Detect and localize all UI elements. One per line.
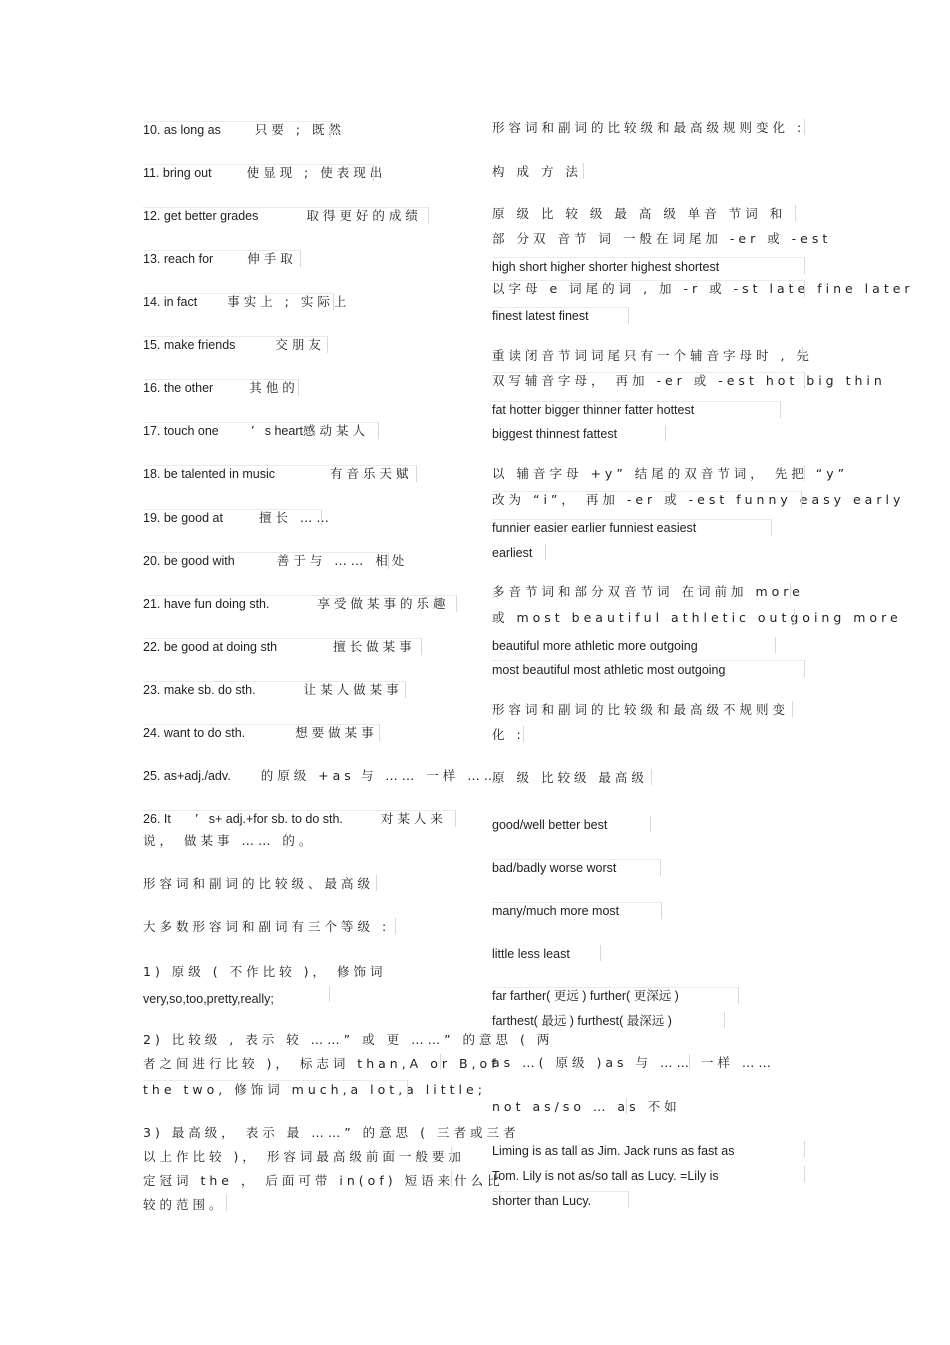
phrase-en: 24. want to do sth.: [143, 726, 246, 740]
phrase-item: [143, 251, 297, 267]
example-sentence: shorter than Lucy.: [492, 1194, 592, 1208]
degree-comparative-2: 者之间进行比较 )， 标志词 than,A or B,of: [143, 1056, 500, 1071]
rule-line: earliest: [492, 546, 533, 560]
phrase-item: [143, 294, 350, 310]
phrase-en-2: s heart: [264, 424, 303, 438]
irregular-heading-2: 化 :: [492, 727, 525, 742]
phrase-item: [143, 380, 299, 396]
phrase-en: 11. bring out: [143, 166, 212, 180]
phrase-zh: 让某人做某事: [303, 682, 403, 697]
phrase-item: [143, 596, 450, 612]
degree-comparative-3: the two, 修饰词 much,a lot,a little;: [143, 1082, 486, 1097]
rule-line: 双写辅音字母， 再加 -er 或 -est hot big thin: [492, 373, 886, 388]
rule-line: 多音节词和部分双音节词 在词前加 more: [492, 584, 804, 599]
rule-line: high short higher shorter highest shortest: [492, 260, 720, 274]
section-heading: 形容词和副词的比较级、最高级: [143, 876, 375, 891]
phrase-en-2: s+ adj.+for sb. to do sth.: [208, 812, 343, 826]
phrase-en: 26. It: [143, 812, 171, 826]
phrase-zh: 事实上 ; 实际上: [227, 294, 351, 309]
phrase-zh: 取得更好的成绩: [306, 208, 422, 223]
apostrophe: ’: [194, 811, 199, 826]
irregular-row: bad/badly worse worst: [492, 861, 617, 875]
degree-positive-examples: very,so,too,pretty,really;: [143, 992, 274, 1006]
degree-superlative-4: 较的范围。: [143, 1197, 226, 1212]
phrase-en: 16. the other: [143, 381, 214, 395]
degree-superlative-2: 以上作比较 )， 形容词最高级前面一般要加: [143, 1149, 465, 1164]
phrase-en: 19. be good at: [143, 511, 223, 525]
phrase-item: [143, 423, 369, 439]
rule-line: 以字母 e 词尾的词 , 加 -r 或 -st late fine later: [492, 281, 914, 296]
phrase-zh: 使显现 ; 使表现出: [246, 165, 387, 180]
phrase-item: [143, 466, 413, 482]
rule-line: 原 级 比 较 级 最 高 级 单音 节词 和: [492, 206, 787, 221]
phrase-item: [143, 510, 333, 526]
phrase-item: [143, 165, 386, 181]
phrase-zh: 感动某人: [302, 423, 369, 438]
degree-positive: 1) 原级 ( 不作比较 )， 修饰词: [143, 964, 387, 979]
phrase-item: [143, 337, 325, 353]
irregular-row: farthest( 最远 ) furthest( 最深远 ): [492, 1014, 672, 1028]
phrase-en: 18. be talented in music: [143, 467, 276, 481]
rule-line: 或 most beautiful athletic outgoing more: [492, 610, 902, 625]
irregular-header: 原 级 比较级 最高级: [492, 770, 648, 785]
rule-line: beautiful more athletic more outgoing: [492, 639, 698, 653]
example-sentence: Tom. Lily is not as/so tall as Lucy. =Lily is: [492, 1169, 719, 1183]
method-heading: 构 成 方 法: [492, 164, 582, 179]
phrase-zh-2: 与 …… 一样 ……: [360, 768, 501, 783]
phrase-item: [143, 682, 403, 698]
phrase-en: 10. as long as: [143, 123, 221, 137]
phrase-en: 13. reach for: [143, 252, 214, 266]
pattern-line: as …( 原级 )as 与 …… 一样 ……: [492, 1055, 775, 1070]
phrase-zh: 对某人来: [380, 811, 447, 826]
degree-comparative: 2) 比较级 , 表示 较 ……” 或 更 ……” 的意思 ( 两: [143, 1032, 554, 1047]
phrase-zh: 擅长做某事: [333, 639, 416, 654]
phrase-en: 21. have fun doing sth.: [143, 597, 270, 611]
phrase-en: 12. get better grades: [143, 209, 259, 223]
rule-line: funnier easier earlier funniest easiest: [492, 521, 697, 535]
phrase-zh: 的原级 +as: [260, 768, 355, 783]
rule-line: 部 分双 音节 词 一般在词尾加 -er 或 -est: [492, 231, 832, 246]
phrase-zh: 只要 ; 既然: [254, 122, 346, 137]
rule-heading: 形容词和副词的比较级和最高级规则变化 :: [492, 120, 806, 135]
phrase-en: 20. be good with: [143, 554, 235, 568]
rule-line: 改为 “i”， 再加 -er 或 -est funny easy early: [492, 492, 905, 507]
rule-line: most beautiful most athletic most outgoing: [492, 663, 726, 677]
phrase-zh: 交朋友: [275, 337, 325, 352]
example-sentence: Liming is as tall as Jim. Jack runs as fast as: [492, 1144, 735, 1158]
section-intro: 大多数形容词和副词有三个等级 :: [143, 919, 391, 934]
degree-superlative: 3) 最高级， 表示 最 ……” 的意思 ( 三者或三者: [143, 1125, 520, 1140]
degree-superlative-3: 定冠词 the ， 后面可带 in(of) 短语来什么比: [143, 1173, 504, 1188]
irregular-row: good/well better best: [492, 818, 608, 832]
phrase-item: [143, 725, 378, 741]
apostrophe: ’: [250, 423, 255, 438]
irregular-row: many/much more most: [492, 904, 620, 918]
rule-line: 以 辅音字母 +y” 结尾的双音节词， 先把 “y”: [492, 466, 849, 481]
phrase-en: 17. touch one: [143, 424, 219, 438]
phrase-zh: 有音乐天赋: [330, 466, 413, 481]
phrase-en: 22. be good at doing sth: [143, 640, 278, 654]
phrase-zh: 想要做某事: [295, 725, 378, 740]
phrase-zh: 其他的: [249, 380, 299, 395]
phrase-item: [143, 208, 422, 224]
phrase-zh: 伸手取: [247, 251, 297, 266]
phrase-item-26: [143, 811, 447, 827]
phrase-zh: 擅长 ……: [258, 510, 333, 525]
pattern-line: not as/so … as 不如: [492, 1099, 681, 1114]
phrase-en: 14. in fact: [143, 295, 198, 309]
phrase-zh: 善于与 …… 相处: [276, 553, 409, 568]
irregular-heading: 形容词和副词的比较级和最高级不规则变: [492, 702, 790, 717]
rule-line: biggest thinnest fattest: [492, 427, 618, 441]
irregular-row: little less least: [492, 947, 570, 961]
phrase-item: [143, 639, 416, 655]
phrase-zh: 享受做某事的乐趣: [317, 596, 450, 611]
phrase-en: 25. as+adj./adv.: [143, 769, 231, 783]
rule-line: 重读闭音节词词尾只有一个辅音字母时 , 先: [492, 348, 813, 363]
irregular-row: far farther( 更远 ) further( 更深远 ): [492, 989, 679, 1003]
phrase-item: [143, 122, 345, 138]
phrase-item: [143, 768, 500, 784]
phrase-item: [143, 553, 408, 569]
rule-line: finest latest finest: [492, 309, 589, 323]
rule-line: fat hotter bigger thinner fatter hottest: [492, 403, 695, 417]
phrase-item-26-cont: 说， 做某事 …… 的。: [143, 833, 316, 848]
phrase-en: 23. make sb. do sth.: [143, 683, 256, 697]
phrase-en: 15. make friends: [143, 338, 236, 352]
